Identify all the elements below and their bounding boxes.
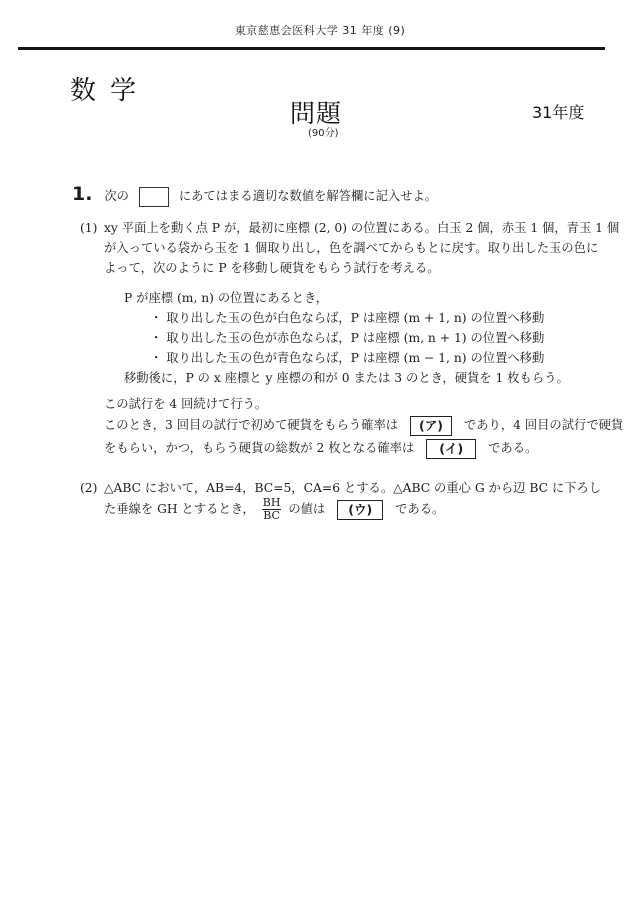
header-rule — [18, 47, 605, 50]
question-1-instruction — [72, 184, 437, 207]
paragraph-line: xy 平面上を動く点 P が，最初に座標 (2, 0) の位置にある。白玉 2 個，赤玉 1 個，青玉 1 個 — [104, 221, 620, 235]
question-a-text-after: であり，4 回目の試行で硬貨 — [463, 418, 624, 432]
blank-box-example — [139, 187, 169, 207]
paragraph-line: が入っている袋から玉を 1 個取り出し，色を調べてからもとに戻す。取り出した玉の色に — [104, 241, 599, 255]
part-2-text-middle: の値は — [288, 502, 326, 516]
fraction-denominator: BC — [263, 509, 280, 522]
answer-blank-a: (ア) — [410, 416, 452, 436]
answer-blank-i: (イ) — [426, 439, 476, 459]
part-1-label: (1) — [80, 221, 98, 235]
trial-text: この試行を 4 回続けて行う。 — [104, 397, 268, 411]
question-line-i — [104, 437, 537, 459]
rule-intro: P が座標 (m, n) の位置にあるとき， — [124, 291, 329, 305]
part-2-text-after: である。 — [395, 502, 445, 516]
part-2-line-1: △ABC において，AB=4，BC=5，CA=6 とする。△ABC の重心 G から辺 BC に下ろし — [104, 481, 602, 495]
fraction-numerator: BH — [262, 496, 281, 509]
part-2-line-2 — [104, 494, 444, 524]
rule-outro: 移動後に，P の x 座標と y 座標の和が 0 または 3 のとき，硬貨を 1 枚もらう。 — [124, 371, 569, 385]
rules-list — [150, 308, 544, 368]
rule-item-red: ・ 取り出した玉の色が赤色ならば，P は座標 (m, n + 1) の位置へ移動 — [150, 331, 545, 345]
part-2-label: (2) — [80, 481, 98, 495]
question-line-a — [104, 414, 623, 436]
rule-item-blue: ・ 取り出した玉の色が青色ならば，P は座標 (m − 1, n) の位置へ移動 — [150, 351, 545, 365]
fraction-bh-over-bc — [262, 497, 282, 522]
question-number: 1. — [72, 183, 93, 205]
rule-item-white: ・ 取り出した玉の色が白色ならば，P は座標 (m + 1, n) の位置へ移動 — [150, 311, 545, 325]
instruction-text-after: にあてはまる適切な数値を解答欄に記入せよ。 — [178, 189, 438, 203]
part-2-text-before: た垂線を GH とするとき， — [104, 502, 255, 516]
instruction-text-before: 次の — [104, 189, 129, 203]
paragraph-line: よって，次のように P を移動し硬貨をもらう試行を考える。 — [104, 261, 440, 275]
exam-duration: (90分) — [308, 128, 339, 139]
year-label: 31年度 — [532, 103, 585, 122]
running-header: 東京慈恵会医科大学 31 年度 (9) — [234, 24, 406, 37]
subject-title: 数学 — [70, 76, 151, 106]
part-1-paragraph — [104, 218, 619, 278]
answer-blank-u: (ウ) — [337, 500, 383, 520]
question-i-text-before: をもらい，かつ，もらう硬貨の総数が 2 枚となる確率は — [104, 441, 415, 455]
question-a-text-before: このとき，3 回目の試行で初めて硬貨をもらう確率は — [104, 418, 399, 432]
section-title: 問題 — [290, 99, 343, 128]
question-i-text-after: である。 — [488, 441, 538, 455]
